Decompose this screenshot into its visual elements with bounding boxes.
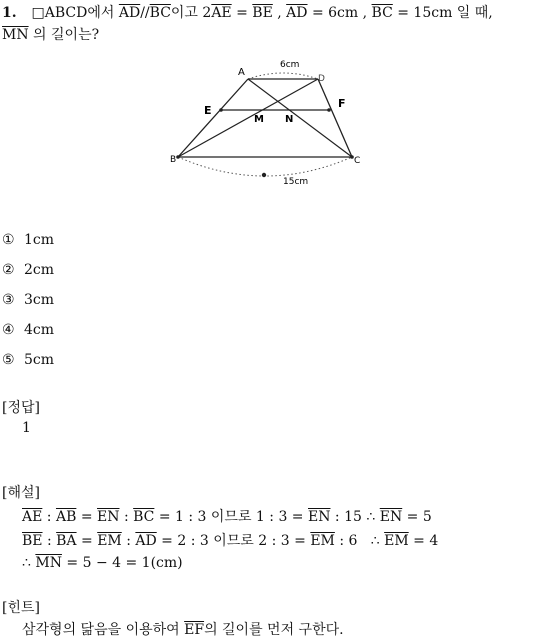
segment-ad: $\overline{AD}$ <box>135 533 157 549</box>
hint-line <box>22 619 344 639</box>
choice-text: 5cm <box>24 352 55 368</box>
side-dc <box>318 79 352 157</box>
point-e <box>219 108 223 112</box>
segment-em: $\overline{EM}$ <box>97 533 122 549</box>
segment-ba: $\overline{BA}$ <box>56 533 77 549</box>
question-line-1 <box>2 2 493 22</box>
ratio-sep: : <box>121 533 136 549</box>
segment-ad: $\overline{AD}$ <box>118 5 141 21</box>
bottom-length-label: 15cm <box>283 177 309 187</box>
segment-ab: $\overline{AB}$ <box>55 509 77 525</box>
question-text-seg: 의 길이는? <box>28 27 100 43</box>
label-a: A <box>238 67 245 78</box>
label-e: E <box>204 104 212 117</box>
explanation-text: : 15 ∴ <box>330 509 380 525</box>
label-b: B <box>170 155 177 165</box>
choice-3[interactable] <box>2 292 54 308</box>
segment-en: $\overline{EN}$ <box>97 509 120 525</box>
choice-mark: ③ <box>2 292 15 308</box>
ratio-sep: : <box>42 509 56 525</box>
top-dotted-arc <box>248 73 318 79</box>
segment-bc: $\overline{BC}$ <box>371 5 393 21</box>
ratio-sep: : <box>119 509 134 525</box>
therefore-sign: ∴ <box>22 555 36 571</box>
segment-em: $\overline{EM}$ <box>384 533 409 549</box>
equals: = <box>76 533 98 549</box>
explanation-line-2 <box>22 530 438 550</box>
choice-text: 3cm <box>24 292 55 308</box>
side-ab <box>178 79 248 157</box>
bottom-arc-dot <box>262 173 266 177</box>
question-text-seg: , <box>272 5 287 21</box>
label-f: F <box>338 97 346 110</box>
segment-mn: $\overline{MN}$ <box>2 27 29 43</box>
answer-heading: [정답] <box>2 400 40 416</box>
label-c: C <box>354 156 361 166</box>
point-b <box>176 155 180 159</box>
segment-en: $\overline{EN}$ <box>308 509 331 525</box>
explanation-line-1 <box>22 506 432 526</box>
choice-5[interactable] <box>2 352 54 368</box>
choice-mark: ① <box>2 232 15 248</box>
hint-text: 의 길이를 먼저 구한다. <box>204 622 344 638</box>
explanation-heading: [해설] <box>2 485 40 501</box>
segment-ae: $\overline{AE}$ <box>211 5 232 21</box>
segment-be: $\overline{BE}$ <box>252 5 273 21</box>
question-text-seg: = 6cm , <box>307 5 372 21</box>
choice-mark: ④ <box>2 322 15 338</box>
choice-text: 2cm <box>24 262 55 278</box>
top-length-label: 6cm <box>280 60 300 70</box>
question-text-seg: □ABCD에서 <box>31 5 119 21</box>
segment-bc: $\overline{BC}$ <box>149 5 171 21</box>
trapezoid-figure <box>0 55 534 255</box>
choice-mark: ② <box>2 262 15 278</box>
choice-text: 4cm <box>24 322 55 338</box>
hint-text: 삼각형의 닮음을 이용하여 <box>22 622 185 638</box>
explanation-text: = 1 : 3 이므로 1 : 3 = <box>154 509 308 525</box>
answer-value: 1 <box>22 420 31 436</box>
equals: = <box>76 509 98 525</box>
choice-2[interactable] <box>2 262 54 278</box>
question-text-seg: = <box>231 5 253 21</box>
ratio-sep: : <box>42 533 57 549</box>
segment-be: $\overline{BE}$ <box>22 533 43 549</box>
parallel-sign: // <box>140 5 150 21</box>
explanation-text: = 2 : 3 이므로 2 : 3 = <box>156 533 311 549</box>
segment-ef: $\overline{EF}$ <box>184 622 205 638</box>
segment-mn: $\overline{MN}$ <box>35 555 62 571</box>
explanation-text: = 5 <box>402 509 432 525</box>
choice-4[interactable] <box>2 322 54 338</box>
explanation-text: : 6 ∴ <box>334 533 385 549</box>
diagonal-bd <box>178 79 318 157</box>
segment-em: $\overline{EM}$ <box>310 533 335 549</box>
question-line-2 <box>2 24 99 44</box>
hint-heading: [힌트] <box>2 600 40 616</box>
segment-bc: $\overline{BC}$ <box>133 509 155 525</box>
label-d: D <box>318 74 325 84</box>
label-m: M <box>254 114 264 125</box>
explanation-text: = 5 − 4 = 1(cm) <box>61 555 183 571</box>
choice-mark: ⑤ <box>2 352 15 368</box>
explanation-text: = 4 <box>408 533 439 549</box>
segment-ad: $\overline{AD}$ <box>286 5 308 21</box>
point-f <box>327 108 331 112</box>
question-text-seg: = 15cm 일 때, <box>392 5 493 21</box>
question-number: 1. <box>2 5 17 21</box>
segment-en: $\overline{EN}$ <box>379 509 403 525</box>
segment-ae: $\overline{AE}$ <box>22 509 43 525</box>
choice-text: 1cm <box>24 232 55 248</box>
label-n: N <box>285 114 294 125</box>
choice-1[interactable] <box>2 232 54 248</box>
question-text-seg: 이고 2 <box>170 5 212 21</box>
explanation-line-3 <box>22 555 183 571</box>
